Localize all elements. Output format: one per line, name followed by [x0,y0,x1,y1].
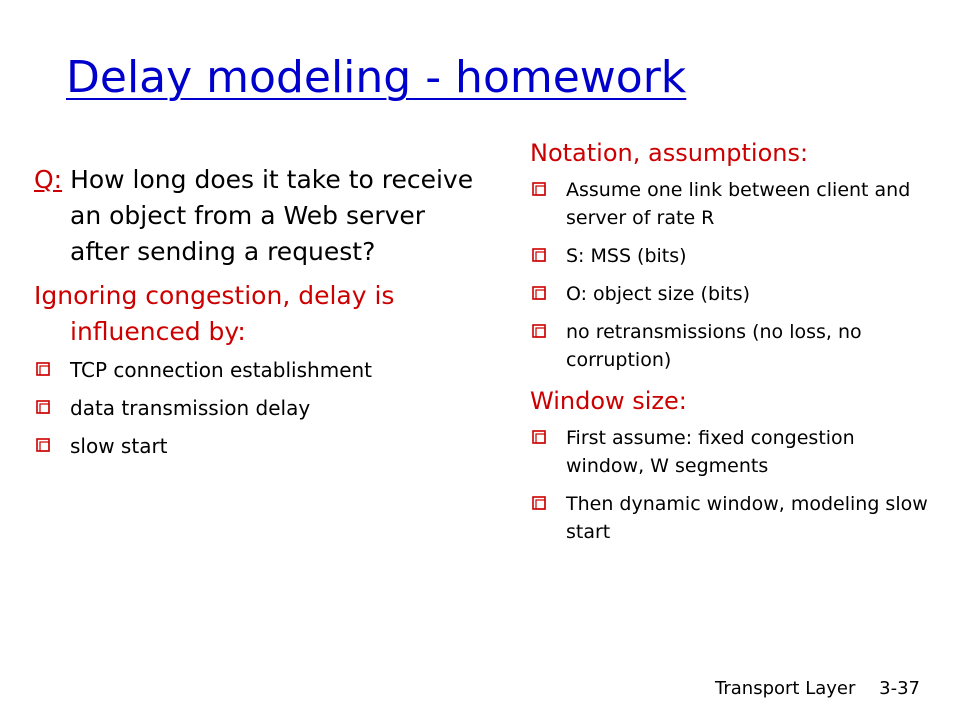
bullet-square-icon [532,324,546,338]
left-column [34,162,484,470]
question-label: Q: [34,165,63,194]
slide-number: 3-37 [879,678,920,699]
list-item [530,242,930,270]
influence-list [34,356,484,460]
course-name: Transport Layer [715,678,856,699]
bullet-square-icon [36,400,50,414]
list-item [530,424,930,480]
bullet-square-icon [36,362,50,376]
list-item [530,176,930,232]
list-item-text: S: MSS (bits) [566,245,687,267]
bullet-square-icon [532,430,546,444]
bullet-square-icon [532,182,546,196]
list-item [34,356,484,384]
bullet-square-icon [532,248,546,262]
list-item [34,432,484,460]
bullet-square-icon [532,496,546,510]
bullet-square-icon [36,438,50,452]
list-item-text: O: object size (bits) [566,283,751,305]
notation-list [530,176,930,374]
question-block [34,162,484,270]
list-item-text: TCP connection establishment [70,358,373,382]
right-column [530,136,930,556]
list-item-text: slow start [70,434,168,458]
slide-title: Delay modeling - homework [66,52,687,103]
list-item [530,280,930,308]
slide-footer [715,678,920,699]
influence-heading: Ignoring congestion, delay is influenced by: [34,281,395,346]
window-heading: Window size: [530,387,687,415]
list-item-text: no retransmissions (no loss, no corruption) [566,321,862,371]
list-item-text: First assume: fixed congestion window, W segments [566,427,855,477]
notation-heading: Notation, assumptions: [530,139,809,167]
list-item [34,394,484,422]
question-text: How long does it take to receive an object from a Web server after sending a request? [70,165,474,266]
list-item-text: data transmission delay [70,396,311,420]
list-item-text: Then dynamic window, modeling slow start [566,493,928,543]
bullet-square-icon [532,286,546,300]
list-item [530,490,930,546]
list-item [530,318,930,374]
list-item-text: Assume one link between client and server of rate R [566,179,911,229]
window-list [530,424,930,546]
